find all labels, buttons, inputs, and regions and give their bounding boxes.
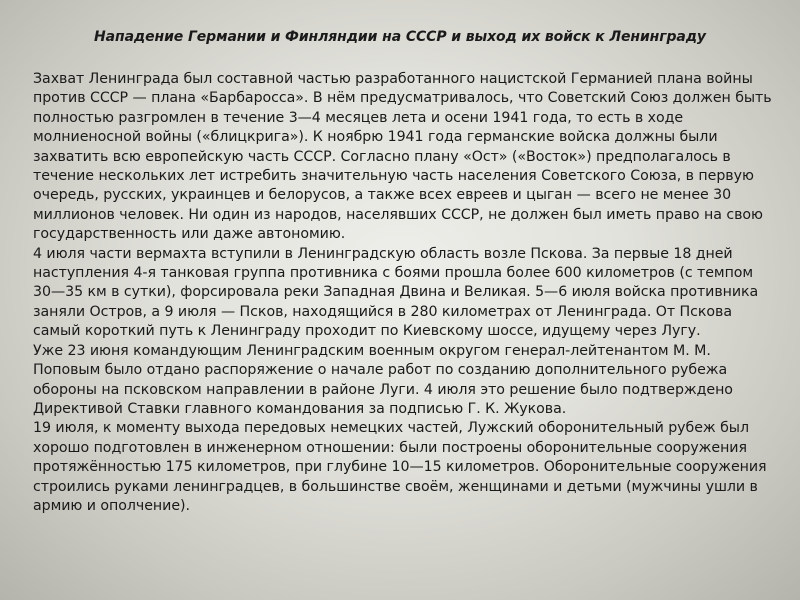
paragraph-july-19: 19 июля, к моменту выхода передовых немецких частей, Лужский оборонительный рубеж был хорошо подготовлен в инженерном отношении: были построены оборонительные сооружения протяжённостью 175 километров, при глубине 10—15 километров. Оборонительные сооружения строились руками ленинградцев, в большинстве своём, женщинами и детьми (мужчины ушли в армию и ополчение). (33, 420, 767, 514)
slide-title: Нападение Германии и Финляндии на СССР и выход их войск к Ленинграду (94, 29, 706, 45)
paragraph-barbarossa: Захват Ленинграда был составной частью разработанного нацистской Германией плана войны против СССР — плана «Барбаросса». В нём предусматривалось, что Советский Союз должен быть полностью разгромлен в течение 3—4 месяцев лета и осени 1941 года, то есть в ходе молниеносной войны («блицкрига»). К ноябрю 1941 года германские войска должны были захватить всю европейскую часть СССР. Согласно плану «Ост» («Восток») предполагалось в течение нескольких лет истребить значительную часть населения Советского Союза, в первую очередь, русских, украинцев и белорусов, а также всех евреев и цыган — всего не менее 30 миллионов человек. Ни один из народов, населявших СССР, не должен был иметь право на свою государственность или даже автономию. (33, 71, 772, 243)
paragraph-july-4: 4 июля части вермахта вступили в Ленинградскую область возле Пскова. За первые 18 дней наступления 4-я танковая группа противника с боями прошла более 600 километров (с темпом 30—35 км в сутки), форсировала реки Западная Двина и Великая. 5—6 июля войска противника заняли Остров, а 9 июля — Псков, находящийся в 280 километрах от Ленинграда. От Пскова самый короткий путь к Ленинграду проходит по Киевскому шоссе, идущему через Лугу. (33, 245, 759, 340)
paragraph-june-23: Уже 23 июня командующим Ленинградским военным округом генерал-лейтенантом М. М. Поповым было отдано распоряжение о начале работ по созданию дополнительного рубежа обороны на псковском направлении в районе Луги. 4 июля это решение было подтверждено Директивой Ставки главного командования за подписью Г. К. Жукова. (33, 342, 733, 417)
slide-body (33, 70, 775, 516)
